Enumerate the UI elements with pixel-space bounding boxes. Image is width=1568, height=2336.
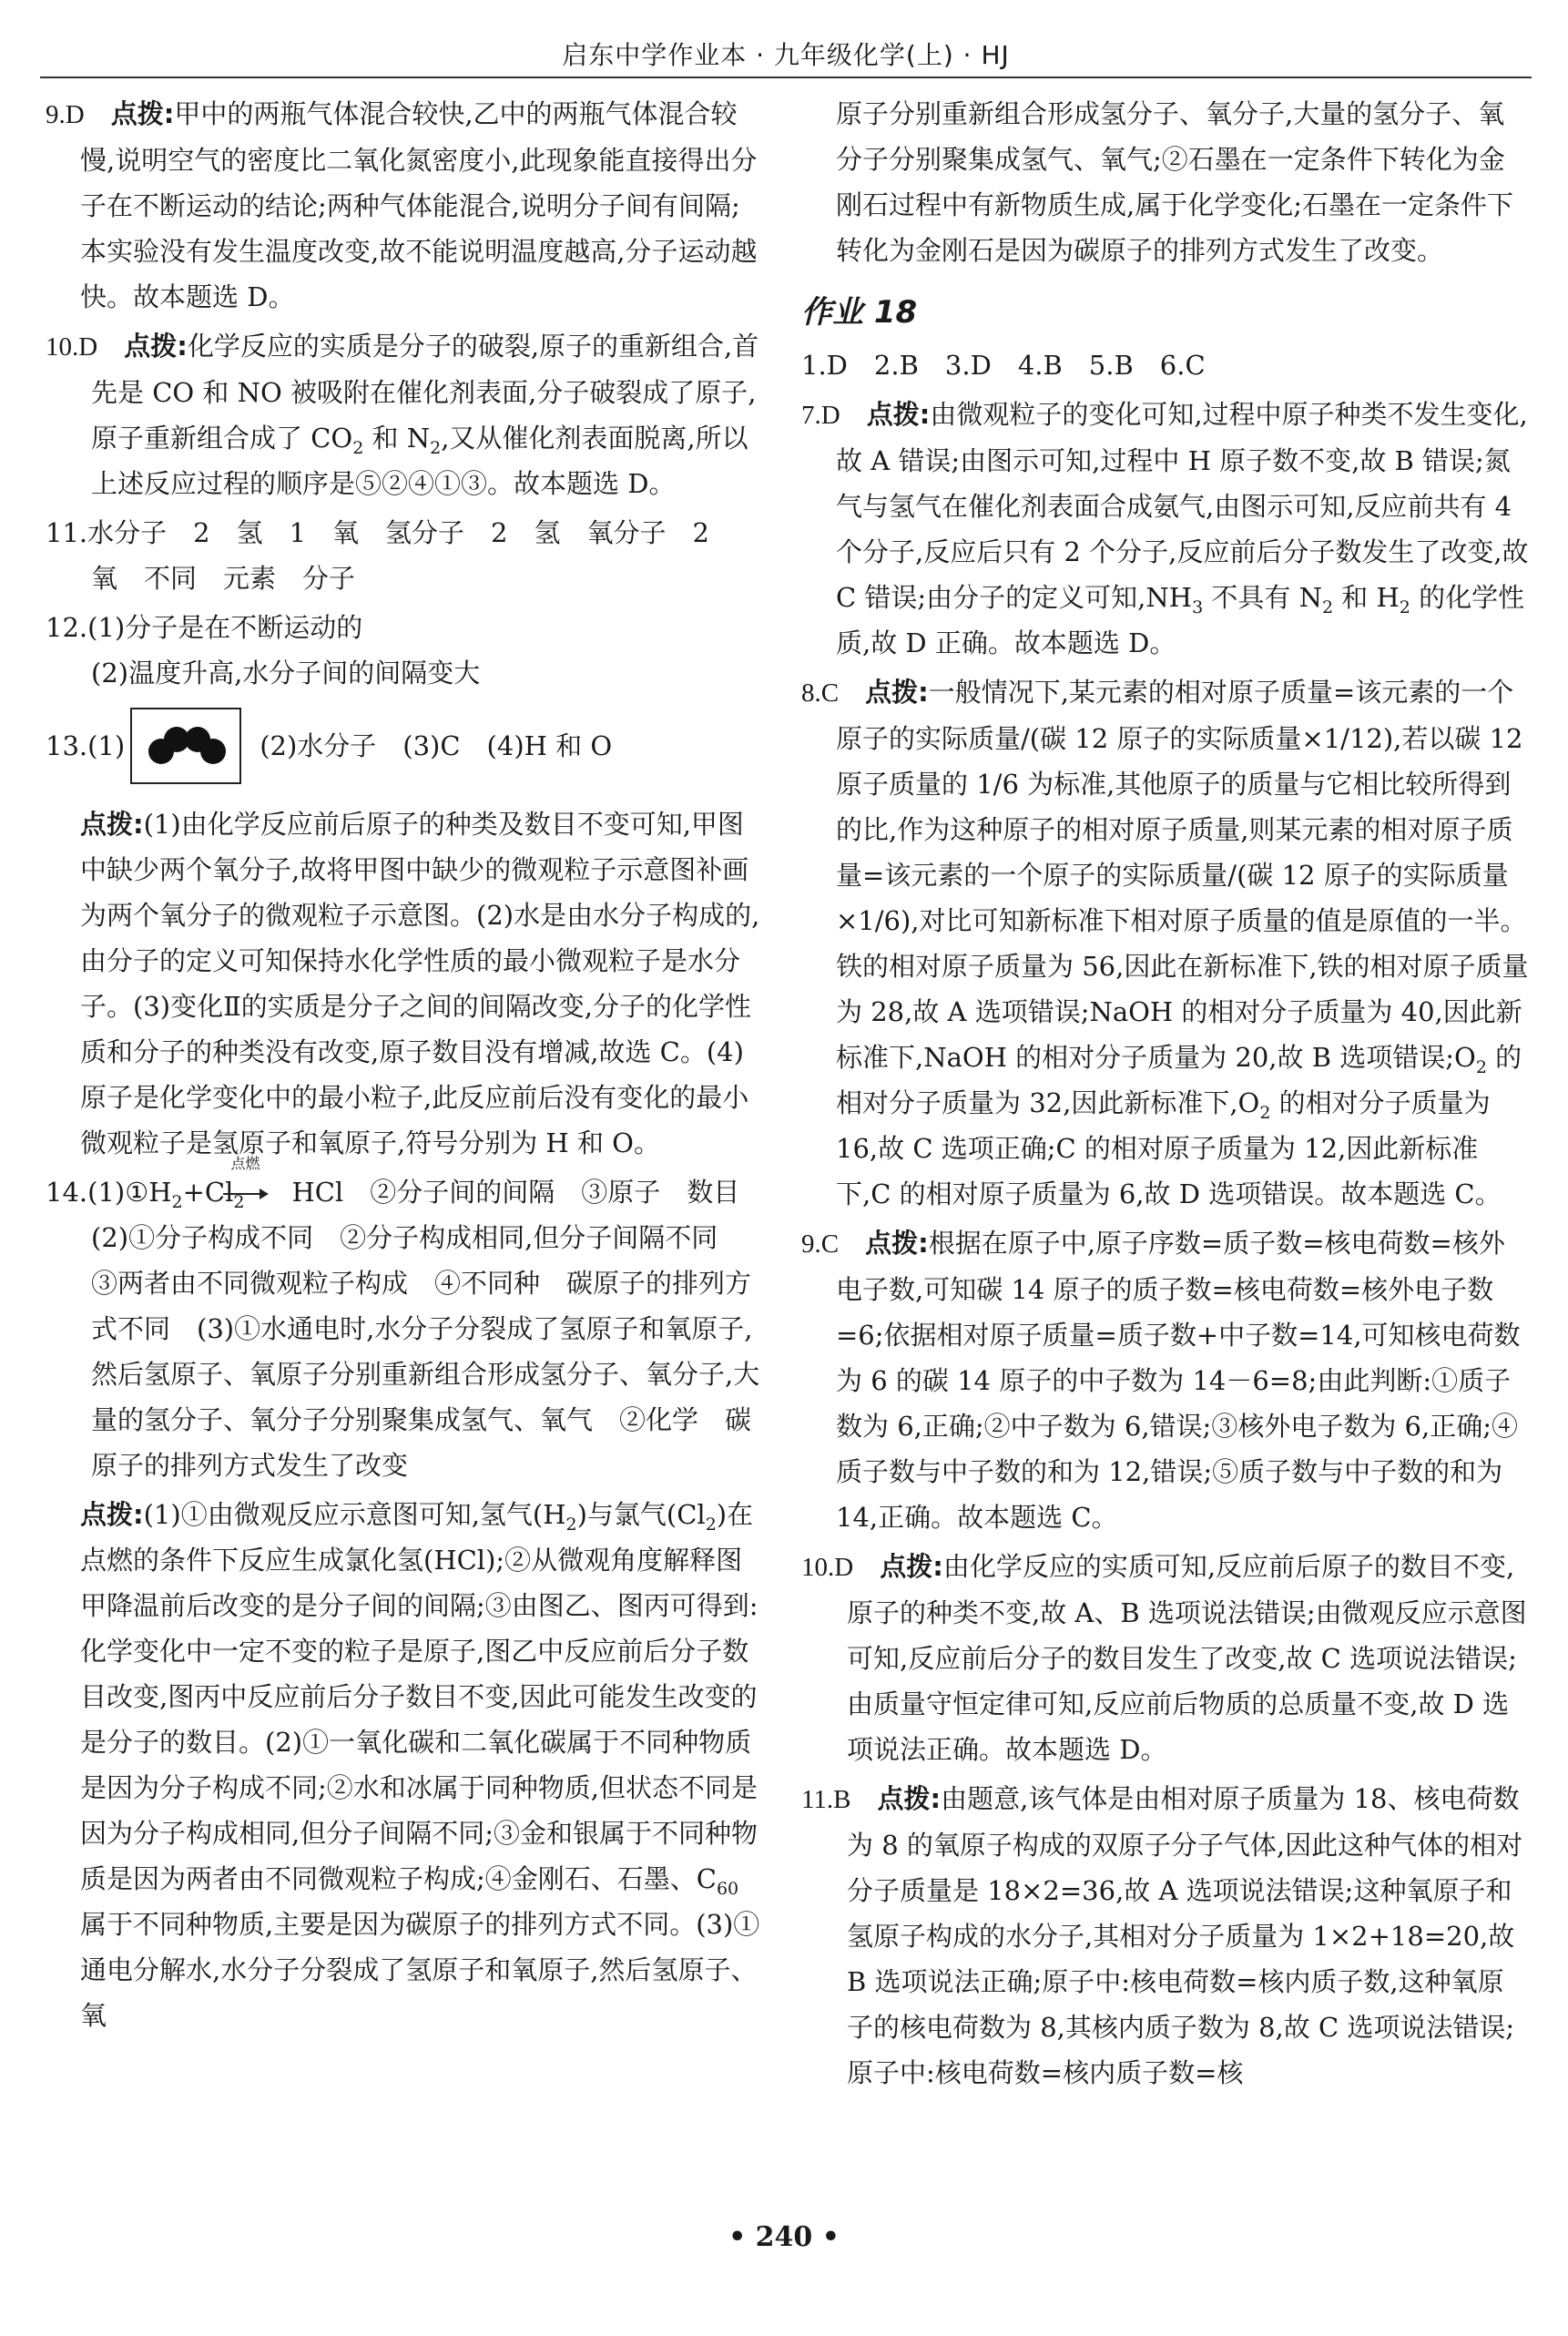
hint-label: 点拨: (880, 1551, 943, 1582)
hint-label: 点拨: (124, 331, 188, 362)
equation-part: HCl (291, 1177, 344, 1208)
explanation-text: (1)①由微观反应示意图可知,氢气(H (143, 1499, 566, 1530)
subscript: 2 (352, 437, 364, 458)
explanation-text: 不具有 N (1203, 582, 1322, 613)
answer-9 (801, 1220, 1530, 1540)
subscript: 2 (1321, 597, 1334, 617)
subscript: 2 (1259, 1102, 1271, 1123)
explanation-text: )与氯气(Cl (576, 1499, 706, 1530)
explanation-text: 的相对分子质量为 32,因此新标准下,O (836, 1042, 1522, 1118)
hint-label: 点拨: (110, 98, 175, 129)
explanation-text: 根据在原子中,原子序数=质子数=核电荷数=核外电子数,可知碳 14 原子的质子数=核电荷数=核外电子数=6;依据相对原子质量=质子数+中子数=14,可知核电荷数为 6 的碳 14 原子的中子数为 14－6=8;由此判断:①质子数为 6,正确;②中子数为 6,错误;③核外电子数为 6,正确;④质子数与中子数的和为 12,错误;⑤质子数与中子数的和为 14,正确。故本题选 C。 (836, 1228, 1521, 1533)
right-column (801, 91, 1530, 2099)
subscript: 2 (233, 1191, 245, 1212)
answer-10 (801, 1544, 1530, 1772)
answer-number: 9.D (46, 100, 85, 129)
page-number: • 240 • (728, 2221, 840, 2253)
answer-line: (1)分子是在不断运动的 (87, 612, 363, 643)
hint-label: 点拨: (80, 1499, 144, 1530)
explanation-text: 和 N (363, 423, 431, 454)
reaction-condition: 点燃 (230, 1155, 260, 1172)
answer-number: 13.(1) (46, 730, 126, 761)
subscript: 2 (430, 437, 442, 458)
explanation-text: 的相对分子质量为 16,故 C 选项正确;C 的相对原子质量为 12,因此新标准下,C 的相对原子质量为 6,故 D 选项错误。故本题选 C。 (836, 1087, 1502, 1209)
answer-number: 9.C (801, 1229, 840, 1259)
answer-7 (801, 392, 1530, 666)
answer-12 (46, 605, 760, 696)
answer-number: 7.D (801, 401, 840, 430)
equation-part: (1)①H (87, 1177, 172, 1208)
answer-14-continued: 原子分别重新组合形成氢分子、氧分子,大量的氢分子、氧分子分别聚集成氢气、氧气;②石墨在一定条件下转化为金刚石过程中有新物质生成,属于化学变化;石墨在一定条件下转化为金刚石是因为碳原子的排列方式发生了改变。 (836, 98, 1513, 266)
subscript: 3 (1192, 597, 1204, 617)
explanation-text: 甲中的两瓶气体混合较快,乙中的两瓶气体混合较慢,说明空气的密度比二氧化氮密度小,此现象能直接得出分子在不断运动的结论;两种气体能混合,说明分子间有间隔;本实验没有发生温度改变,故不能说明温度越高,分子运动越快。故本题选 D。 (80, 98, 758, 312)
explanation-text: (1)由化学反应前后原子的种类及数目不变可知,甲图中缺少两个氧分子,故将甲图中缺少的微观粒子示意图补画为两个氧分子的微观粒子示意图。(2)水是由水分子构成的,由分子的定义可知保持水化学性质的最小微观粒子是水分子。(3)变化Ⅱ的实质是分子之间的间隔改变,分子的化学性质和分子的种类没有改变,原子数目没有增减,故选 C。(4)原子是化学变化中的最小粒子,此反应前后没有变化的最小微观粒子是氢原子和氧原子,符号分别为 H 和 O。 (80, 809, 760, 1158)
equation-part: +Cl (182, 1177, 234, 1208)
explanation-text: 由化学反应的实质可知,反应前后原子的数目不变,原子的种类不变,故 A、B 选项说法错误;由微观反应示意图可知,反应前后分子的数目发生了改变,故 C 选项说法错误;由质量守恒定律可知,反应前后物质的总质量不变,故 D 选项说法正确。故本题选 D。 (847, 1551, 1527, 1765)
subscript: 2 (565, 1514, 577, 1535)
answer-14 (46, 1155, 767, 1488)
subscript: 2 (171, 1191, 183, 1212)
left-column (46, 91, 767, 2042)
hint-label: 点拨: (865, 1228, 929, 1259)
explanation-text: 由题意,该气体是由相对原子质量为 18、核电荷数为 8 的氧原子构成的双原子分子气体,因此这种气体的相对分子质量是 18×2=36,故 A 选项说法错误;这种氧原子和氢原子构成的水分子,其相对分子质量为 1×2+18=20,故 B 选项说法正确;原子中:核电荷数=核内质子数,这种氧原子的核电荷数为 8,其核内质子数为 8,故 C 选项说法错误;原子中:核电荷数=核内质子数=核 (847, 1783, 1523, 2088)
answer-13-explanation (46, 801, 760, 1166)
answer-number: 12. (46, 612, 88, 643)
answer-number: 10.D (801, 1553, 854, 1582)
explanation-text: 由微观粒子的变化可知,过程中原子种类不发生变化,故 A 错误;由图示可知,过程中 H 原子数不变,故 B 错误;氮气与氢气在催化剂表面合成氨气,由图示可知,反应前共有 4 个分子,反应后只有 2 个分子,反应前后分子数发生了改变,故 C 错误;由分子的定义可知,NH (836, 399, 1529, 613)
answer-14-explanation (46, 1492, 760, 2038)
answer-11 (46, 510, 760, 601)
answer-line: (2)水分子 (3)C (4)H 和 O (260, 730, 613, 761)
answer-number: 14. (46, 1177, 88, 1208)
hint-label: 点拨: (865, 677, 929, 708)
answer-line: (2)温度升高,水分子间的间隔变大 (91, 658, 481, 689)
homework-heading: 作业 18 (801, 294, 918, 331)
explanation-text: ,又从催化剂表面脱离,所以上述反应过程的顺序是⑤②④①③。故本题选 D。 (91, 423, 748, 499)
answers-1-6: 1.D 2.B 3.D 4.B 5.B 6.C (801, 350, 1206, 381)
explanation-text: )在点燃的条件下反应生成氯化氢(HCl);②从微观角度解释图甲降温前后改变的是分子间的间隔;③由图乙、图丙可得到:化学变化中一定不变的粒子是原子,图乙中反应前后分子数目改变,图丙中反应前后分子数目不变,因此可能发生改变的是分子的数目。(2)①一氧化碳和二氧化碳属于不同种物质是因为分子构成不同;②水和冰属于同种物质,但状态不同是因为分子构成相同,但分子间隔不同;③金和银属于不同种物质是因为两者由不同微观粒子构成;④金刚石、石墨、C (80, 1499, 759, 1894)
answer-line: 11.水分子 2 氢 1 氧 氢分子 2 氢 氧分子 2 (46, 517, 709, 548)
explanation-text: 化学反应的实质是分子的破裂,原子的重新组合,首先是 CO 和 NO 被吸附在催化剂表面,分子破裂成了原子,原子重新组合成了 CO (91, 331, 759, 454)
subscript: 2 (705, 1514, 717, 1535)
reaction-arrow (230, 1155, 291, 1215)
header-divider (40, 77, 1532, 78)
molecule-drawing (132, 709, 239, 782)
explanation-text: 属于不同种物质,主要是因为碳原子的排列方式不同。(3)①通电分解水,水分子分裂成了氢原子和氧原子,然后氢原子、氧 (80, 1909, 760, 2031)
oxygen-molecules-diagram (130, 708, 241, 784)
answer-10 (46, 323, 760, 506)
answer-8 (801, 669, 1530, 1217)
answer-line: ②分子间的间隔 ③原子 数目 (2)①分子构成不同 ②分子构成相同,但分子间隔不同 ③两者由不同微观粒子构成 ④不同种 碳原子的排列方式不同 (3)①水通电时,水分子分裂成了氢原子和氧原子,然后氢原子、氧原子分别重新组合形成氢分子、氧分子,大量的氢分子、氧分子分别聚集成氢气、氧气 ②化学 碳原子的排列方式发生了改变 (91, 1177, 767, 1481)
explanation-text: 和 H (1333, 582, 1400, 613)
explanation-text: 一般情况下,某元素的相对原子质量=该元素的一个原子的实际质量/(碳 12 原子的实际质量×1/12),若以碳 12 原子质量的 1/6 为标准,其他原子的质量与它相比较所得到的比,作为这种原子的相对原子质量,则某元素的相对原子质量=该元素的一个原子的实际质量/(碳 12 原子的实际质量×1/6),对比可知新标准下相对原子质量的值是原值的一半。铁的相对原子质量为 56,因此在新标准下,铁的相对原子质量为 28,故 A 选项错误;NaOH 的相对分子质量为 40,因此新标准下,NaOH 的相对分子质量为 20,故 B 选项错误;O (836, 677, 1529, 1073)
answer-line: 氧 不同 元素 分子 (91, 563, 356, 594)
page-header: 启东中学作业本 · 九年级化学(上) · HJ (562, 40, 1010, 70)
answer-number: 8.C (801, 678, 840, 708)
answer-9 (46, 91, 760, 320)
subscript: 2 (1399, 597, 1410, 617)
answer-11 (801, 1776, 1530, 2096)
hint-label: 点拨: (80, 809, 144, 840)
answer-13-diagram-row (46, 705, 760, 787)
subscript: 2 (1475, 1056, 1487, 1077)
hint-label: 点拨: (866, 399, 931, 430)
hint-label: 点拨: (877, 1783, 942, 1814)
explanation-text: 的化学性质,故 D 正确。故本题选 D。 (836, 582, 1525, 658)
answer-number: 10.D (46, 332, 98, 362)
subscript: 60 (716, 1878, 739, 1899)
answer-number: 11.B (801, 1785, 851, 1814)
